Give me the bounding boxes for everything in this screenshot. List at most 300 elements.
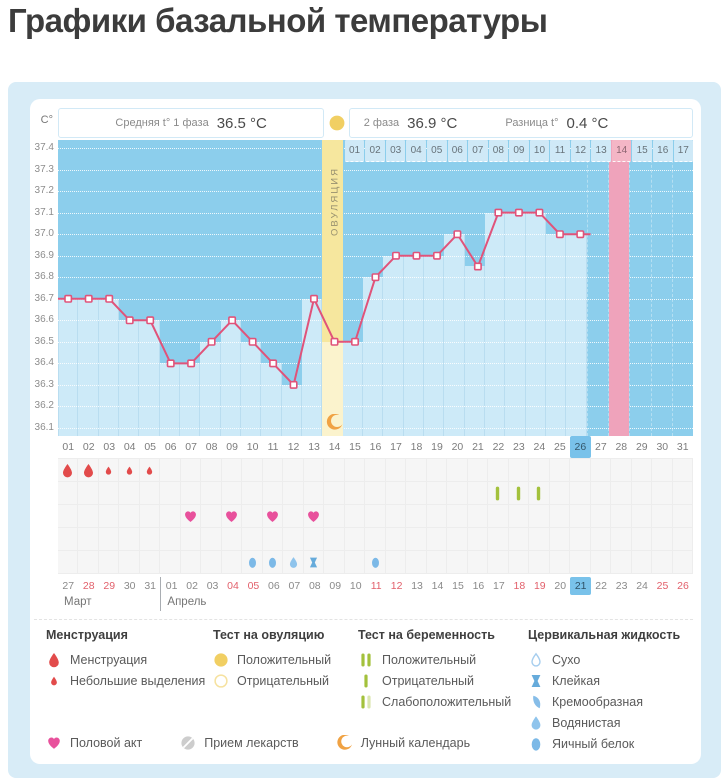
sticky-icon xyxy=(528,673,544,689)
bars-weak-icon xyxy=(358,694,374,710)
symbol-cell xyxy=(529,459,549,482)
symbol-cell xyxy=(447,505,467,528)
calendar-date[interactable]: 03 xyxy=(206,580,219,592)
calendar-date[interactable]: 09 xyxy=(329,580,342,592)
symbol-cell xyxy=(611,505,631,528)
symbol-cell xyxy=(550,459,570,482)
legend-item-label: Положительный xyxy=(382,652,477,667)
symbol-bar-single[interactable] xyxy=(529,482,549,505)
symbol-cell xyxy=(468,505,488,528)
symbol-cell xyxy=(468,551,488,574)
ovulation-column-label: ОВУЛЯЦИЯ xyxy=(329,167,341,236)
eggwhite-icon xyxy=(528,736,544,752)
symbol-cell xyxy=(140,551,160,574)
cycle-day-label[interactable]: 15 xyxy=(349,441,361,453)
sticky-icon xyxy=(307,556,320,569)
symbol-row-cervical-fluid xyxy=(58,551,693,574)
diff-label: Разница t° xyxy=(505,117,559,129)
cycle-day-label[interactable]: 31 xyxy=(676,441,689,453)
page-title: Графики базальной температуры xyxy=(8,2,548,39)
symbol-cell xyxy=(591,459,611,482)
symbol-eggwhite[interactable] xyxy=(242,551,262,574)
y-axis-unit: C° xyxy=(40,114,53,126)
symbol-cell xyxy=(78,482,98,505)
calendar-date[interactable]: 22 xyxy=(595,580,607,592)
symbol-heart[interactable] xyxy=(263,505,283,528)
phase2-day-strip xyxy=(345,140,693,162)
phase2-day-cell: 07 xyxy=(468,140,488,162)
symbol-cell xyxy=(304,482,324,505)
calendar-date[interactable]: 11 xyxy=(370,580,382,592)
phase2-day-cell: 16 xyxy=(653,140,673,162)
cycle-day-label[interactable]: 16 xyxy=(369,441,382,453)
symbol-watery[interactable] xyxy=(283,551,303,574)
symbol-cell xyxy=(99,551,119,574)
phase2-day-cell: 06 xyxy=(448,140,468,162)
symbol-cell xyxy=(324,459,344,482)
cycle-day-label[interactable]: 13 xyxy=(308,441,320,453)
symbol-cell xyxy=(632,459,652,482)
symbol-cell xyxy=(406,505,426,528)
y-tick-label: 37.0 xyxy=(34,228,54,240)
cycle-day-label[interactable]: 12 xyxy=(287,441,300,453)
symbol-sticky[interactable] xyxy=(304,551,324,574)
symbol-cell xyxy=(365,482,385,505)
symbol-cell xyxy=(550,551,570,574)
phase2-day-cell: 11 xyxy=(550,140,570,162)
symbol-cell xyxy=(488,505,508,528)
bar-single-icon xyxy=(358,673,374,689)
temperature-line xyxy=(58,140,693,436)
cycle-day-label[interactable]: 26 xyxy=(570,436,590,458)
symbol-drop-large[interactable] xyxy=(78,459,98,482)
calendar-date[interactable]: 23 xyxy=(615,580,628,592)
y-tick-label: 36.4 xyxy=(34,357,54,369)
cycle-day-row xyxy=(58,436,693,458)
cycle-day-label[interactable]: 29 xyxy=(635,441,648,453)
legend-item-label: Положительный xyxy=(237,652,332,667)
legend xyxy=(34,619,693,756)
symbol-cell xyxy=(222,551,242,574)
symbol-cell xyxy=(78,505,98,528)
phase1-label: Средняя t° 1 фаза xyxy=(115,117,209,129)
legend-item-label: Водянистая xyxy=(552,715,621,730)
cycle-day-label[interactable]: 03 xyxy=(103,441,116,453)
phase2-day-cell: 02 xyxy=(365,140,385,162)
symbol-cell xyxy=(529,505,549,528)
symbol-cell xyxy=(119,505,139,528)
symbol-cell xyxy=(222,459,242,482)
phase2-summary xyxy=(349,108,693,138)
symbol-heart[interactable] xyxy=(181,505,201,528)
cycle-day-label[interactable]: 24 xyxy=(533,441,546,453)
symbol-cell xyxy=(488,551,508,574)
heart-icon xyxy=(224,509,239,524)
legend-header: Менструация xyxy=(46,628,128,642)
calendar-date[interactable]: 21 xyxy=(570,577,590,595)
calendar xyxy=(58,577,693,611)
y-tick-label: 36.1 xyxy=(34,422,54,433)
legend-item-label: Небольшие выделения xyxy=(70,673,206,688)
cycle-day-label[interactable]: 01 xyxy=(62,441,75,453)
legend-column xyxy=(46,628,213,691)
symbol-cell xyxy=(406,482,426,505)
calendar-date[interactable]: 15 xyxy=(452,580,464,592)
moon-icon xyxy=(337,735,353,751)
heart-icon xyxy=(183,509,198,524)
symbol-cell xyxy=(673,551,693,574)
legend-item-label: Клейкая xyxy=(552,673,600,688)
symbol-row-medication xyxy=(58,528,693,551)
symbol-cell xyxy=(386,459,406,482)
calendar-date[interactable]: 26 xyxy=(677,580,689,592)
calendar-date[interactable]: 01 xyxy=(165,580,178,592)
symbol-cell xyxy=(263,528,283,551)
cycle-day-label[interactable]: 17 xyxy=(390,441,402,453)
symbol-cell xyxy=(427,528,447,551)
phase2-day-cell: 04 xyxy=(406,140,426,162)
calendar-date[interactable]: 12 xyxy=(390,580,403,592)
symbol-cell xyxy=(509,551,529,574)
legend-item-label: Половой акт xyxy=(70,735,143,750)
symbol-cell xyxy=(386,551,406,574)
bars-double-icon xyxy=(358,652,374,668)
symbol-cell xyxy=(611,551,631,574)
symbol-cell xyxy=(447,528,467,551)
symbol-cell xyxy=(263,459,283,482)
legend-item-label: Слабоположительный xyxy=(382,694,512,709)
symbol-drop-large[interactable] xyxy=(58,459,78,482)
symbol-eggwhite[interactable] xyxy=(365,551,385,574)
legend-column xyxy=(358,628,528,712)
symbol-cell xyxy=(222,482,242,505)
symbol-cell xyxy=(181,528,201,551)
bar-single-icon xyxy=(510,485,527,502)
legend-item-label: Лунный календарь xyxy=(360,735,471,750)
symbol-cell xyxy=(201,528,221,551)
month-label: Апрель xyxy=(167,596,207,608)
symbol-drop-small[interactable] xyxy=(99,459,119,482)
symbol-cell xyxy=(160,528,180,551)
symbol-cell xyxy=(58,528,78,551)
symbol-cell xyxy=(58,551,78,574)
y-tick-label: 36.9 xyxy=(34,249,54,261)
symbol-cell xyxy=(99,482,119,505)
heart-icon xyxy=(265,509,280,524)
cycle-day-label[interactable]: 09 xyxy=(226,441,238,453)
symbol-cell xyxy=(345,482,365,505)
phase2-day-cell: 15 xyxy=(632,140,652,162)
calendar-date[interactable]: 04 xyxy=(227,580,239,592)
symbol-cell xyxy=(591,551,611,574)
legend-item xyxy=(528,712,693,733)
symbol-cell xyxy=(181,551,201,574)
symbol-cell xyxy=(345,459,365,482)
symbol-cell xyxy=(570,528,590,551)
calendar-dates-row xyxy=(58,577,160,595)
symbol-cell xyxy=(140,505,160,528)
phase1-summary xyxy=(58,108,324,138)
symbol-cell xyxy=(652,482,672,505)
drop-outline-icon xyxy=(528,652,544,668)
cycle-day-label[interactable]: 20 xyxy=(451,441,464,453)
symbol-cell xyxy=(160,551,180,574)
symbol-cell xyxy=(345,505,365,528)
phase2-day-cell: 12 xyxy=(571,140,591,162)
symbol-cell xyxy=(570,459,590,482)
symbol-cell xyxy=(570,551,590,574)
calendar-date[interactable]: 07 xyxy=(288,580,301,592)
calendar-date[interactable]: 20 xyxy=(554,580,567,592)
phase2-day-cell: 10 xyxy=(530,140,550,162)
cycle-day-label[interactable]: 07 xyxy=(185,441,197,453)
phase2-label: 2 фаза xyxy=(363,117,400,129)
symbol-cell xyxy=(652,551,672,574)
calendar-dates-row xyxy=(161,577,693,595)
legend-item xyxy=(358,670,528,691)
symbol-cell xyxy=(673,528,693,551)
phase2-day-cell: 09 xyxy=(509,140,529,162)
legend-column xyxy=(528,628,693,754)
y-tick-label: 36.7 xyxy=(34,292,54,304)
cycle-day-label[interactable]: 30 xyxy=(656,441,669,453)
moon-icon xyxy=(326,414,343,431)
calendar-date[interactable]: 28 xyxy=(82,580,95,592)
symbol-cell xyxy=(263,482,283,505)
drop-large-icon xyxy=(46,652,62,668)
legend-item xyxy=(46,732,142,753)
symbol-cell xyxy=(632,528,652,551)
y-tick-label: 37.2 xyxy=(34,185,54,197)
phase2-value: 36.9 °C xyxy=(407,114,458,132)
symbol-cell xyxy=(611,528,631,551)
symbol-cell xyxy=(447,459,467,482)
calendar-date[interactable]: 29 xyxy=(103,580,116,592)
diff-value: 0.4 °C xyxy=(566,114,609,132)
calendar-date[interactable]: 17 xyxy=(493,580,505,592)
symbol-bar-single[interactable] xyxy=(488,482,508,505)
symbol-cell xyxy=(345,551,365,574)
symbol-cell xyxy=(119,482,139,505)
symbol-cell xyxy=(550,505,570,528)
symbol-heart[interactable] xyxy=(304,505,324,528)
legend-item-label: Прием лекарств xyxy=(204,735,299,750)
symbol-cell xyxy=(181,459,201,482)
circle-outline-icon xyxy=(213,673,229,689)
legend-item xyxy=(528,691,693,712)
y-tick-label: 36.2 xyxy=(34,400,54,412)
calendar-date[interactable]: 10 xyxy=(349,580,362,592)
legend-item-label: Сухо xyxy=(552,652,581,667)
symbol-cell xyxy=(611,459,631,482)
circle-filled-icon xyxy=(213,652,229,668)
phase2-day-cell: 14 xyxy=(612,140,632,162)
circle-filled-icon xyxy=(328,114,346,132)
symbol-cell xyxy=(488,528,508,551)
creamy-icon xyxy=(528,694,544,710)
chart-panel xyxy=(8,82,721,778)
symbol-cell xyxy=(673,482,693,505)
chart-card xyxy=(30,99,701,764)
calendar-date[interactable]: 16 xyxy=(472,580,485,592)
legend-item-label: Менструация xyxy=(70,652,148,667)
symbol-cell xyxy=(283,459,303,482)
y-axis xyxy=(34,108,58,458)
symbol-cell xyxy=(427,505,447,528)
pill-icon xyxy=(180,735,196,751)
symbol-eggwhite[interactable] xyxy=(263,551,283,574)
symbol-cell xyxy=(58,505,78,528)
symbol-cell xyxy=(673,505,693,528)
phase-summary-bar xyxy=(58,108,693,138)
cycle-day-label[interactable]: 19 xyxy=(431,441,443,453)
symbol-cell xyxy=(406,551,426,574)
chart-zone xyxy=(34,108,693,458)
symbol-cell xyxy=(406,528,426,551)
calendar-date[interactable]: 30 xyxy=(123,580,136,592)
symbol-cell xyxy=(304,528,324,551)
phase2-day-cell: 05 xyxy=(427,140,447,162)
legend-item xyxy=(180,732,298,753)
eggwhite-icon xyxy=(369,556,382,569)
y-tick-label: 36.5 xyxy=(34,335,54,347)
cycle-day-label[interactable]: 05 xyxy=(144,441,157,453)
legend-item xyxy=(46,649,213,670)
legend-item xyxy=(528,649,693,670)
symbol-cell xyxy=(99,505,119,528)
cycle-day-label[interactable]: 18 xyxy=(410,441,423,453)
drop-small-icon xyxy=(46,673,62,689)
heart-icon xyxy=(306,509,321,524)
cycle-day-label[interactable]: 02 xyxy=(82,441,95,453)
eggwhite-icon xyxy=(246,556,259,569)
symbol-cell xyxy=(570,482,590,505)
y-tick-label: 37.3 xyxy=(34,163,54,175)
legend-item-label: Отрицательный xyxy=(382,673,475,688)
calendar-date[interactable]: 31 xyxy=(144,580,157,592)
cycle-day-label[interactable]: 14 xyxy=(328,441,341,453)
cycle-day-label[interactable]: 28 xyxy=(615,441,628,453)
cycle-day-label[interactable]: 27 xyxy=(594,441,607,453)
symbol-cell xyxy=(160,505,180,528)
drop-small-icon xyxy=(142,463,157,478)
cycle-day-label[interactable]: 22 xyxy=(492,441,505,453)
y-tick-label: 36.8 xyxy=(34,271,54,283)
symbol-drop-small[interactable] xyxy=(140,459,160,482)
symbol-cell xyxy=(632,505,652,528)
legend-column xyxy=(213,628,358,691)
plot-area xyxy=(58,140,693,436)
legend-item xyxy=(46,670,213,691)
calendar-date[interactable]: 18 xyxy=(513,580,526,592)
symbol-cell xyxy=(242,459,262,482)
legend-header: Цервикальная жидкость xyxy=(528,628,681,642)
symbol-cell xyxy=(201,482,221,505)
symbol-heart[interactable] xyxy=(222,505,242,528)
symbol-cell xyxy=(78,528,98,551)
symbol-cell xyxy=(447,482,467,505)
symbol-cell xyxy=(386,482,406,505)
symbol-cell xyxy=(488,459,508,482)
cycle-day-label[interactable]: 04 xyxy=(123,441,136,453)
symbol-cell xyxy=(99,528,119,551)
y-tick-label: 37.4 xyxy=(34,142,54,153)
legend-header: Тест на овуляцию xyxy=(213,628,325,642)
calendar-date[interactable]: 25 xyxy=(656,580,669,592)
symbol-cell xyxy=(304,459,324,482)
cycle-day-label[interactable]: 23 xyxy=(513,441,525,453)
phase2-day-cell: 08 xyxy=(489,140,509,162)
symbol-cell xyxy=(201,551,221,574)
drop-small-icon xyxy=(122,463,137,478)
symbols-grid xyxy=(58,458,693,574)
phase2-day-cell: 01 xyxy=(345,140,365,162)
symbol-cell xyxy=(181,482,201,505)
symbol-cell xyxy=(652,528,672,551)
symbol-cell xyxy=(406,459,426,482)
month-label: Март xyxy=(64,596,92,608)
cycle-day-label[interactable]: 21 xyxy=(472,441,484,453)
phase1-value: 36.5 °C xyxy=(216,114,267,132)
symbol-cell xyxy=(283,528,303,551)
symbol-cell xyxy=(447,551,467,574)
symbol-row-intercourse xyxy=(58,505,693,528)
legend-footer xyxy=(46,732,470,753)
calendar-date[interactable]: 05 xyxy=(247,580,260,592)
symbol-cell xyxy=(468,528,488,551)
symbol-cell xyxy=(140,482,160,505)
legend-item-label: Кремообразная xyxy=(552,694,643,709)
symbol-cell xyxy=(324,528,344,551)
calendar-date[interactable]: 19 xyxy=(533,580,546,592)
symbol-cell xyxy=(201,459,221,482)
legend-item-label: Яичный белок xyxy=(552,736,635,751)
calendar-date[interactable]: 08 xyxy=(308,580,321,592)
symbol-cell xyxy=(140,528,160,551)
calendar-date[interactable]: 13 xyxy=(411,580,423,592)
symbol-cell xyxy=(242,482,262,505)
symbol-cell xyxy=(591,482,611,505)
moon-icon-marker xyxy=(326,414,343,431)
symbol-cell xyxy=(509,459,529,482)
cycle-day-label[interactable]: 08 xyxy=(205,441,218,453)
symbol-cell xyxy=(570,505,590,528)
drop-large-icon xyxy=(60,463,75,478)
calendar-date[interactable]: 24 xyxy=(636,580,648,592)
calendar-date[interactable]: 02 xyxy=(186,580,198,592)
symbol-cell xyxy=(324,505,344,528)
cycle-day-label[interactable]: 25 xyxy=(554,441,566,453)
legend-item-label: Отрицательный xyxy=(237,673,330,688)
calendar-date[interactable]: 06 xyxy=(268,580,280,592)
watery-icon xyxy=(287,556,300,569)
symbol-row-menstruation xyxy=(58,459,693,482)
calendar-date[interactable]: 14 xyxy=(431,580,444,592)
symbol-cell xyxy=(652,459,672,482)
symbol-cell xyxy=(591,528,611,551)
cycle-day-label[interactable]: 10 xyxy=(246,441,259,453)
bar-single-icon xyxy=(530,485,547,502)
symbol-drop-small[interactable] xyxy=(119,459,139,482)
drop-small-icon xyxy=(101,463,116,478)
cycle-day-label[interactable]: 11 xyxy=(267,441,279,453)
calendar-date[interactable]: 27 xyxy=(62,580,75,592)
cycle-day-label[interactable]: 06 xyxy=(164,441,177,453)
symbol-cell xyxy=(58,482,78,505)
symbol-bar-single[interactable] xyxy=(509,482,529,505)
symbol-cell xyxy=(160,482,180,505)
symbol-cell xyxy=(468,482,488,505)
